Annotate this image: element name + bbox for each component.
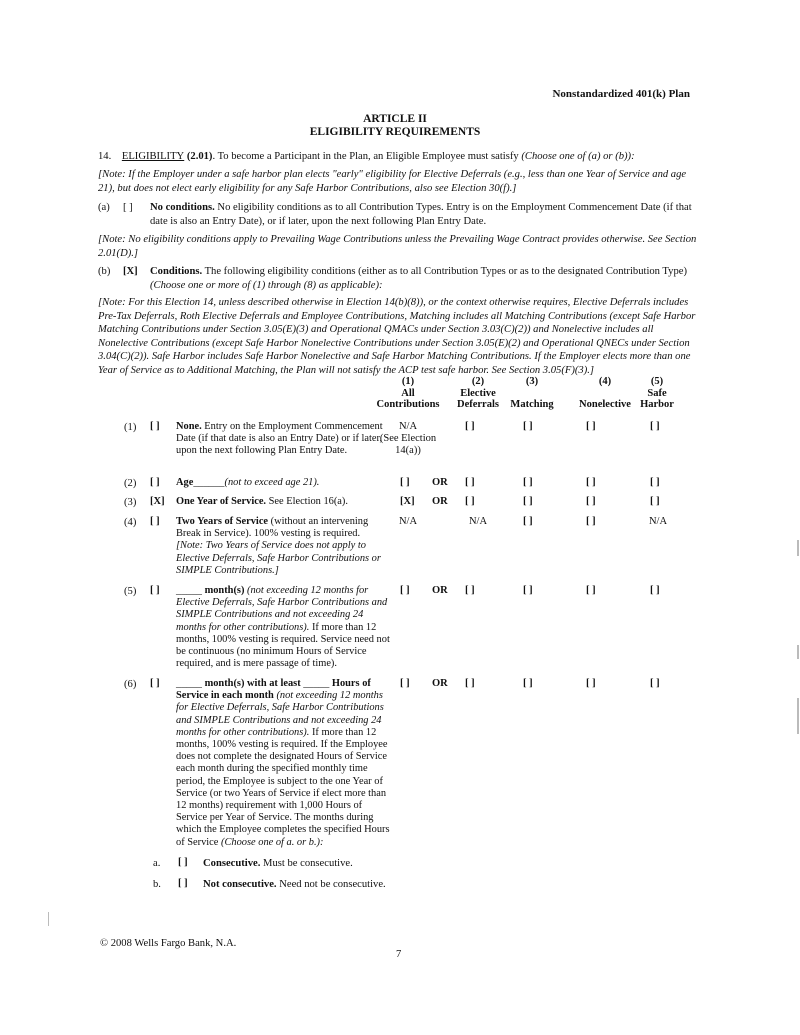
row-6-nonelective-checkbox[interactable]: [ ] (586, 678, 596, 689)
page-number: 7 (396, 949, 402, 960)
row-3-checkbox[interactable]: [X] (150, 496, 165, 507)
column-header-nonelective: (4) Nonelective (579, 376, 631, 410)
sub-option-a-text: Consecutive. Must be consecutive. (203, 858, 353, 869)
row-2-safe-harbor-checkbox[interactable]: [ ] (650, 477, 660, 488)
option-a-title: No conditions. (150, 202, 215, 213)
row-1-number: (1) (124, 422, 137, 433)
option-b-description: The following eligibility conditions (either as to all Contribution Types or as to the designated Contribution Type) (202, 266, 687, 277)
column-header-matching: (3) Matching (510, 376, 554, 410)
row-5-matching-checkbox[interactable]: [ ] (523, 585, 533, 596)
scan-margin-mark (48, 912, 49, 926)
option-b-checkbox[interactable]: [X] (123, 266, 138, 277)
option-a-label: (a) (98, 202, 110, 213)
scan-edge-mark (797, 698, 799, 734)
row-4-note: [Note: Two Years of Service does not apply to Elective Deferrals, Safe Harbor Contributions or SIMPLE Contributions.] (176, 540, 381, 576)
row-3-elective-checkbox[interactable]: [ ] (465, 496, 475, 507)
row-6-or: OR (432, 678, 448, 689)
option-a-checkbox[interactable]: [ ] (123, 202, 133, 213)
row-6-elective-checkbox[interactable]: [ ] (465, 678, 475, 689)
item-text: . To become a Participant in the Plan, an Eligible Employee must satisfy (212, 151, 522, 162)
row-6-text: _____ month(s) with at least _____ Hours of Service in each month (not exceeding 12 months for Elective Deferrals, Safe Harbor Contributions and SIMPLE Contributions and not exceeding 24 months for other contributions). If more than 12 months, 100% vesting is required. If the Employee does not complete the designated Hours of Service each month during the specified monthly time period, the Employee is subject to the one Year of Service (or two Years of Service if elect more than 12 months) requirement with 1,000 Hours of Service per Year of Service. The months during which the Employee completes the specified Hours of Service (Choose one of a. or b.): (176, 678, 390, 848)
row-5-all-checkbox[interactable]: [ ] (400, 585, 410, 596)
option-b-label: (b) (98, 266, 111, 277)
monthly-hours-blank[interactable]: _____ (303, 678, 330, 689)
row-5-elective-checkbox[interactable]: [ ] (465, 585, 475, 596)
row-1-checkbox[interactable]: [ ] (150, 421, 160, 432)
row-6-safe-harbor-checkbox[interactable]: [ ] (650, 678, 660, 689)
row-3-number: (3) (124, 497, 137, 508)
column-header-elective-deferrals: (2) Elective Deferrals (457, 376, 499, 410)
age-blank[interactable]: ______ (193, 477, 225, 488)
note-prevailing-wage: [Note: No eligibility conditions apply to Prevailing Wage Contributions unless the Prevailing Wage Contract provides otherwise. See Section 2.01(D).] (98, 234, 697, 259)
row-3-safe-harbor-checkbox[interactable]: [ ] (650, 496, 660, 507)
row-4-checkbox[interactable]: [ ] (150, 516, 160, 527)
row-6-number: (6) (124, 679, 137, 690)
row-2-nonelective-checkbox[interactable]: [ ] (586, 477, 596, 488)
option-b-choose: (Choose one or more of (1) through (8) as applicable): (150, 279, 383, 291)
row-6-all-checkbox[interactable]: [ ] (400, 678, 410, 689)
row-2-or: OR (432, 477, 448, 488)
row-4-number: (4) (124, 517, 137, 528)
row-1-elective-checkbox[interactable]: [ ] (465, 421, 475, 432)
months-blank[interactable]: _____ (176, 585, 202, 596)
row-2-elective-checkbox[interactable]: [ ] (465, 477, 475, 488)
row-2-text: Age______(not to exceed age 21). (176, 477, 320, 488)
note-early-eligibility: [Note: If the Employer under a safe harbor plan elects "early" eligibility for Elective Deferrals (e.g., less than one Year of Service and age 21), but does not elect early eligibility for any Safe Harbor Contributions, also see Election 30(f).] (98, 169, 687, 194)
row-5-text: _____ month(s) (not exceeding 12 months for Elective Deferrals, Safe Harbor Contributions and SIMPLE Contributions and not exceeding 24 months for other contributions). If more than 12 months, 100% vesting is required. Service need not be continuous (no minimum Hours of Service required, and is mere passage of time). (176, 585, 390, 670)
row-6-checkbox[interactable]: [ ] (150, 678, 160, 689)
item-number: 14. (98, 151, 112, 162)
option-a-text (150, 201, 695, 228)
sub-option-b-checkbox[interactable]: [ ] (178, 878, 188, 889)
row-3-all-checkbox[interactable]: [X] (400, 496, 415, 507)
row-1-safe-harbor-checkbox[interactable]: [ ] (650, 421, 660, 432)
row-1-nonelective-checkbox[interactable]: [ ] (586, 421, 596, 432)
row-4-matching-checkbox[interactable]: [ ] (523, 516, 533, 527)
option-b-title: Conditions. (150, 266, 203, 277)
scan-edge-mark (797, 645, 799, 659)
row-5-checkbox[interactable]: [ ] (150, 585, 160, 596)
row-3-matching-checkbox[interactable]: [ ] (523, 496, 533, 507)
row-2-all-checkbox[interactable]: [ ] (400, 477, 410, 488)
row-2-matching-checkbox[interactable]: [ ] (523, 477, 533, 488)
item-choose: (Choose one of (a) or (b)): (521, 151, 635, 162)
article-number: ARTICLE II (363, 113, 427, 125)
scan-edge-mark (797, 540, 799, 556)
item-14 (98, 150, 698, 164)
row-5-safe-harbor-checkbox[interactable]: [ ] (650, 585, 660, 596)
sub-option-a-label: a. (153, 858, 161, 869)
option-b-text (150, 265, 695, 292)
row-5-number: (5) (124, 586, 137, 597)
row-4-all-na: N/A (398, 516, 418, 527)
row-5-nonelective-checkbox[interactable]: [ ] (586, 585, 596, 596)
row-2-number: (2) (124, 478, 137, 489)
row-4-text: Two Years of Service (without an intervening Break in Service). 100% vesting is required. [Note: Two Years of Service does not apply to Elective Deferrals, Safe Harbor Contributions or SIMPLE Contributions.] (176, 516, 381, 576)
sub-option-b-text: Not consecutive. Need not be consecutive. (203, 879, 386, 890)
row-3-nonelective-checkbox[interactable]: [ ] (586, 496, 596, 507)
plan-type-header: Nonstandardized 401(k) Plan (552, 88, 690, 100)
monthly-months-blank[interactable]: _____ (176, 678, 202, 689)
row-4-nonelective-checkbox[interactable]: [ ] (586, 516, 596, 527)
sub-option-b-label: b. (153, 879, 161, 890)
item-reference: (2.01) (184, 151, 213, 162)
sub-option-a-checkbox[interactable]: [ ] (178, 857, 188, 868)
column-header-all-contributions: (1) All Contributions (376, 376, 440, 410)
row-5-or: OR (432, 585, 448, 596)
row-3-text: One Year of Service. See Election 16(a). (176, 496, 348, 507)
note-contribution-types: [Note: For this Election 14, unless described otherwise in Election 14(b)(8)), or the context otherwise requires, Elective Deferrals includes Pre-Tax Deferrals, Roth Elective Deferrals and Employee Contributions, Matching includes all Matching Contributions (except Safe Harbor Matching Contributions under Section 3.05(E)(3) and Operational QMACs under Section 3.03(C)(2)) and Nonelective includes all Nonelective Contributions (except Safe Harbor Nonelective Contributions under Section 3.05(E)(2) and Operational QNECs under Section 3.04(C)(2)). Safe Harbor includes Safe Harbor Nonelective and Safe Harbor Matching Contributions. If the Employer elects more than one Year of Service as to Additional Matching, the Plan will not satisfy the ACP test safe harbor. See Section 3.05(F)(3).] (98, 297, 696, 376)
row-4-elective-na: N/A (468, 516, 488, 527)
row-2-checkbox[interactable]: [ ] (150, 477, 160, 488)
row-6-matching-checkbox[interactable]: [ ] (523, 678, 533, 689)
column-header-safe-harbor: (5) Safe Harbor (640, 376, 674, 410)
item-heading: ELIGIBILITY (121, 151, 185, 162)
row-1-all-contributions: N/A (See Election 14(a)) (379, 421, 437, 456)
row-4-safe-harbor-na: N/A (648, 516, 668, 527)
article-title: ELIGIBILITY REQUIREMENTS (309, 126, 481, 138)
row-1-matching-checkbox[interactable]: [ ] (523, 421, 533, 432)
row-3-or: OR (432, 496, 448, 507)
row-1-text: None. Entry on the Employment Commencement Date (if that date is also an Entry Date) or if later, upon the next following Plan Entry Date. (176, 421, 383, 457)
copyright: © 2008 Wells Fargo Bank, N.A. (100, 938, 237, 949)
option-a-description: No eligibility conditions as to all Contribution Types. Entry is on the Employment Commencement Date (if that date is also an Entry Date), or if later, upon the next following Plan Entry Date. (150, 202, 692, 227)
